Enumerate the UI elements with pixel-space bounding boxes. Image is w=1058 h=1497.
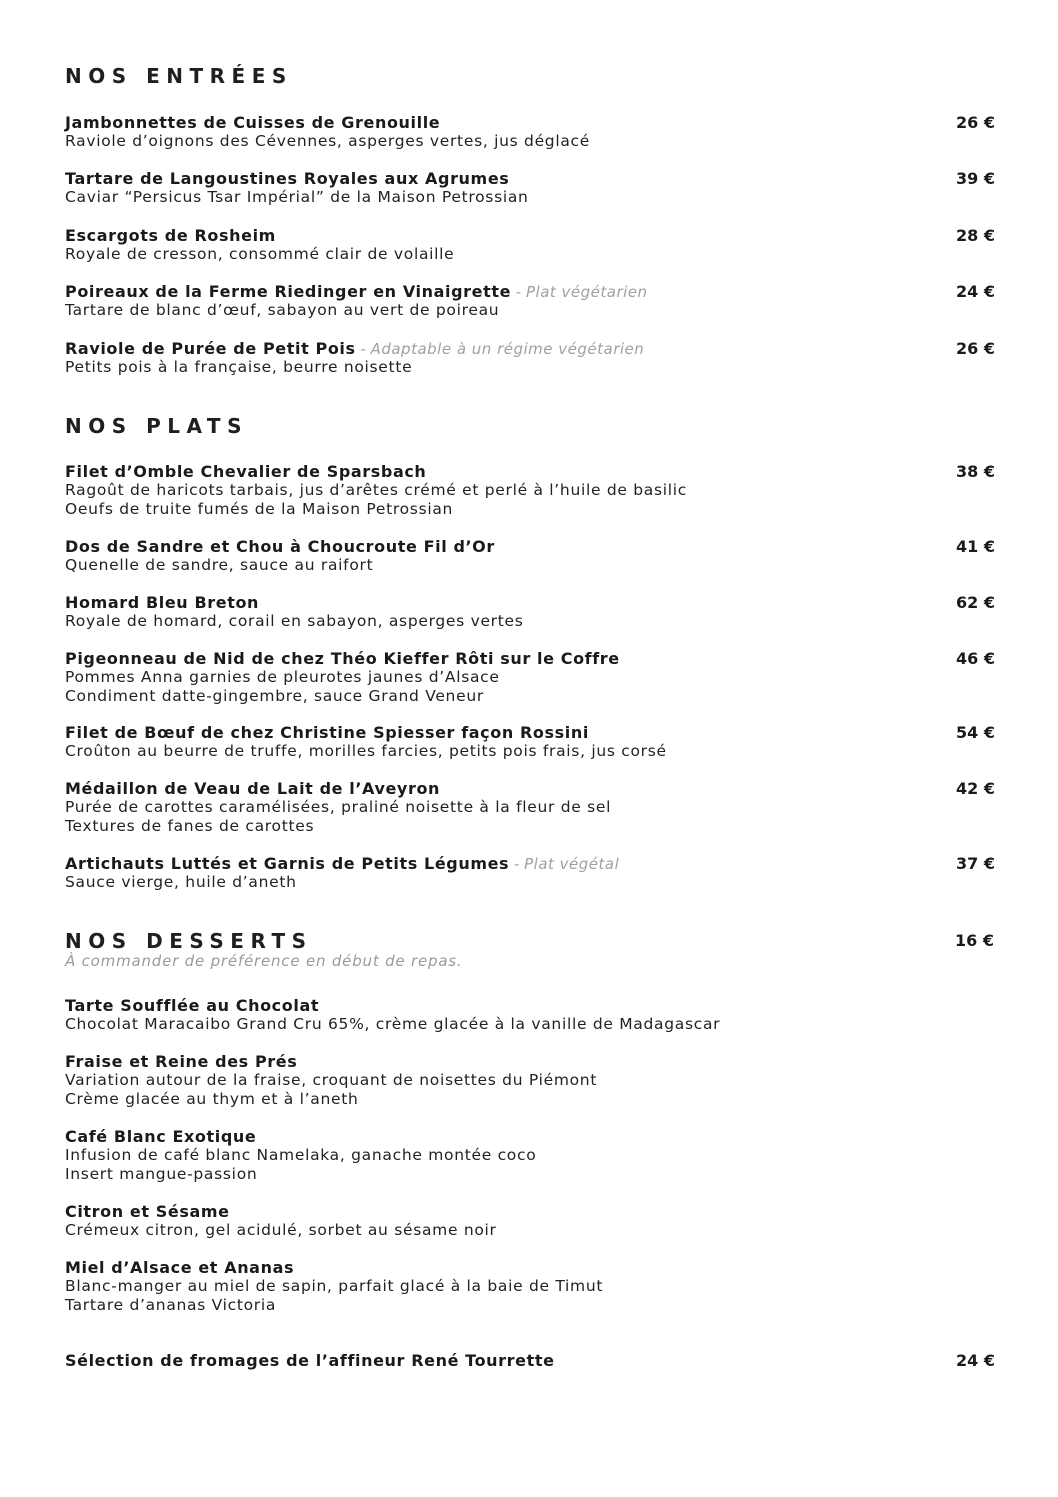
item-description: Tartare de blanc d’œuf, sabayon au vert de poireau [65,301,500,319]
item-description: Variation autour de la fraise, croquant de noisettes du Piémont [65,1071,598,1089]
item-price: 38 € [956,462,995,481]
item-description: Royale de cresson, consommé clair de volaille [65,245,455,263]
item-header [65,462,995,481]
item-header [65,169,995,188]
item-header [65,339,995,358]
item-description: Oeufs de truite fumés de la Maison Petrossian [65,500,454,518]
item-description: Croûton au beurre de truffe, morilles farcies, petits pois frais, jus corsé [65,742,667,760]
item-header [65,282,995,301]
section-title-plats: NOS PLATS [65,414,248,438]
menu-item [65,854,995,892]
fromages-item [65,1351,995,1370]
menu-item [65,226,995,264]
menu-item [65,1202,995,1240]
desserts-note: À commander de préférence en début de repas. [65,952,463,970]
item-tag-separator: - [355,340,371,358]
item-name: Miel d’Alsace et Ananas [65,1258,295,1277]
menu-item [65,537,995,575]
item-name: Café Blanc Exotique [65,1127,257,1146]
item-description: Textures de fanes de carottes [65,817,315,835]
menu-item [65,996,995,1034]
item-description: Caviar “Persicus Tsar Impérial” de la Maison Petrossian [65,188,529,206]
item-description: Tartare d’ananas Victoria [65,1296,277,1314]
menu-item [65,282,995,320]
item-header [65,593,995,612]
item-price: 62 € [956,593,995,612]
item-description: Infusion de café blanc Namelaka, ganache montée coco [65,1146,537,1164]
menu-item [65,649,995,706]
desserts-price: 16 € [955,931,994,950]
item-price: 54 € [956,723,995,742]
item-name: Tartare de Langoustines Royales aux Agrumes [65,169,510,188]
item-name: Médaillon de Veau de Lait de l’Aveyron [65,779,441,798]
item-header [65,854,995,873]
item-tag: Plat végétal [524,855,620,873]
item-name: Sélection de fromages de l’affineur René Tourrette [65,1351,555,1370]
item-description: Crème glacée au thym et à l’aneth [65,1090,359,1108]
item-description: Insert mangue-passion [65,1165,258,1183]
item-description: Quenelle de sandre, sauce au raifort [65,556,374,574]
item-name: Pigeonneau de Nid de chez Théo Kieffer Rôti sur le Coffre [65,649,620,668]
menu-item [65,593,995,631]
section-title-desserts: NOS DESSERTS [65,929,313,953]
item-description: Ragoût de haricots tarbais, jus d’arêtes crémé et perlé à l’huile de basilic [65,481,688,499]
item-header [65,537,995,556]
item-price: 46 € [956,649,995,668]
menu-item [65,462,995,519]
item-description: Purée de carottes caramélisées, praliné noisette à la fleur de sel [65,798,612,816]
menu-item [65,1127,995,1184]
item-price: 28 € [956,226,995,245]
item-name: Homard Bleu Breton [65,593,260,612]
item-header [65,723,995,742]
item-name: Raviole de Purée de Petit Pois [65,339,356,358]
menu-item [65,339,995,377]
item-price: 37 € [956,854,995,873]
item-name: Jambonnettes de Cuisses de Grenouille [65,113,441,132]
item-name: Filet d’Omble Chevalier de Sparsbach [65,462,427,481]
item-price: 39 € [956,169,995,188]
item-price: 24 € [956,282,995,301]
item-tag-separator: - [509,855,525,873]
menu-item [65,113,995,151]
item-name: Fraise et Reine des Prés [65,1052,298,1071]
item-name: Escargots de Rosheim [65,226,276,245]
item-name: Poireaux de la Ferme Riedinger en Vinaigrette [65,282,512,301]
item-description: Royale de homard, corail en sabayon, asperges vertes [65,612,524,630]
item-header [65,1351,995,1370]
menu-item [65,723,995,761]
item-name: Citron et Sésame [65,1202,230,1221]
menu-item [65,169,995,207]
menu-item [65,779,995,836]
item-price: 24 € [956,1351,995,1370]
item-description: Sauce vierge, huile d’aneth [65,873,297,891]
item-price: 41 € [956,537,995,556]
item-price: 26 € [956,339,995,358]
item-name: Filet de Bœuf de chez Christine Spiesser façon Rossini [65,723,589,742]
item-tag: Plat végétarien [525,283,648,301]
item-description: Raviole d’oignons des Cévennes, asperges vertes, jus déglacé [65,132,591,150]
item-description: Crémeux citron, gel acidulé, sorbet au sésame noir [65,1221,497,1239]
item-name: Dos de Sandre et Chou à Choucroute Fil d’Or [65,537,495,556]
item-name: Artichauts Luttés et Garnis de Petits Légumes [65,854,510,873]
item-price: 26 € [956,113,995,132]
item-header [65,649,995,668]
item-description: Pommes Anna garnies de pleurotes jaunes d’Alsace [65,668,500,686]
item-header [65,1052,995,1071]
section-title-entrees: NOS ENTRÉES [65,64,293,88]
item-header [65,113,995,132]
item-description: Chocolat Maracaibo Grand Cru 65%, crème glacée à la vanille de Madagascar [65,1015,721,1033]
item-header [65,226,995,245]
item-header [65,779,995,798]
item-description: Blanc-manger au miel de sapin, parfait glacé à la baie de Timut [65,1277,604,1295]
menu-item [65,1052,995,1109]
item-header [65,1202,995,1221]
item-price: 42 € [956,779,995,798]
item-header [65,1127,995,1146]
item-header [65,1258,995,1277]
item-tag: Adaptable à un régime végétarien [370,340,645,358]
item-name: Tarte Soufflée au Chocolat [65,996,320,1015]
item-description: Petits pois à la française, beurre noisette [65,358,413,376]
menu-item [65,1258,995,1315]
item-tag-separator: - [511,283,526,301]
item-description: Condiment datte-gingembre, sauce Grand Veneur [65,687,484,705]
item-header [65,996,995,1015]
